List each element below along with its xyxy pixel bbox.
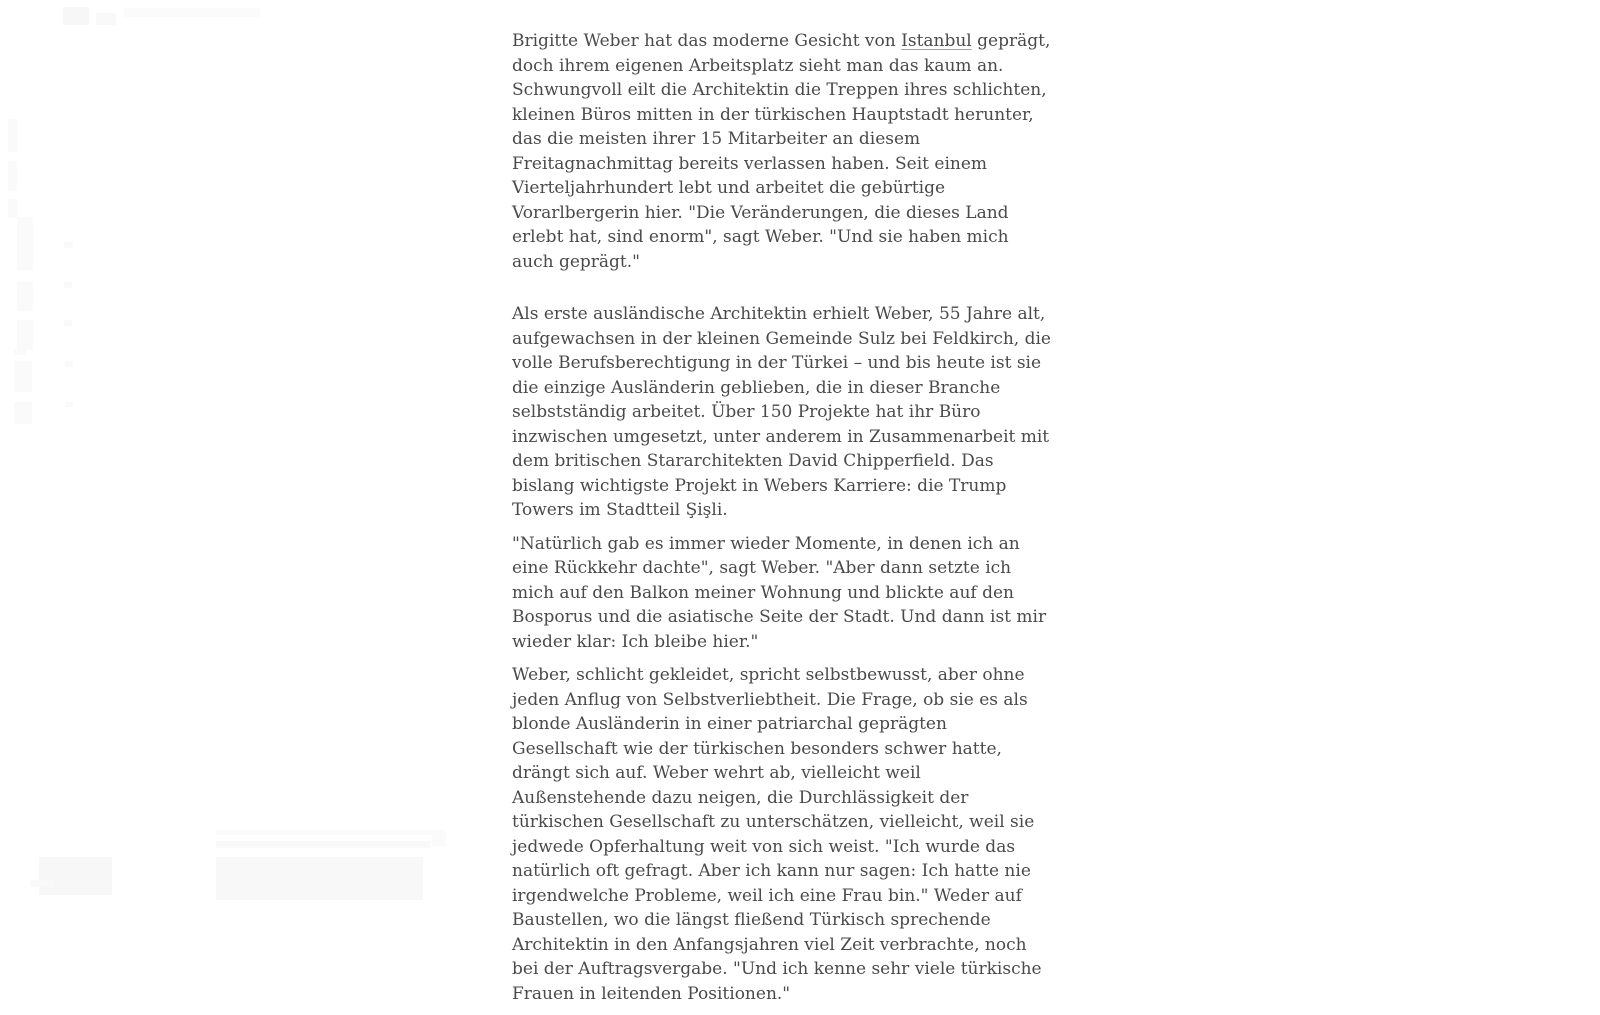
faded-artifact	[17, 320, 33, 350]
faded-artifact	[17, 282, 33, 311]
article-body	[512, 29, 1053, 1015]
faded-artifact	[216, 841, 430, 848]
paragraph: Weber, schlicht gekleidet, spricht selbstbewusst, aber ohne jeden Anflug von Selbstverliebtheit. Die Frage, ob sie es als blonde Ausländerin in einer patriarchal geprägten Gesellschaft wie der türkischen besonders schwer hatte, drängt sich auf. Weber wehrt ab, vielleicht weil Außenstehende dazu neigen, die Durchlässigkeit der türkischen Gesellschaft zu unterschätzen, vielleicht, weil sie jedwede Opferhaltung weit von sich weist. "Ich wurde das natürlich oft gefragt. Aber ich kann nur sagen: Ich hatte nie irgendwelche Probleme, weil ich eine Frau bin." Weder auf Baustellen, wo die längst fließend Türkisch sprechende Architektin in den Anfangsjahren viel Zeit verbrachte, noch bei der Auftragsvergabe. "Und ich kenne sehr viele türkische Frauen in leitenden Positionen."	[512, 665, 1042, 1004]
faded-artifact	[64, 320, 72, 326]
faded-artifact	[216, 857, 423, 900]
faded-artifact	[65, 361, 73, 367]
faded-artifact	[14, 350, 26, 355]
faded-artifact	[8, 199, 17, 218]
faded-artifact	[14, 361, 32, 392]
faded-artifact	[14, 402, 32, 424]
faded-artifact	[64, 242, 73, 248]
paragraph	[512, 29, 1053, 274]
faded-artifact	[65, 402, 73, 407]
faded-artifact	[8, 161, 17, 191]
paragraph-text: geprägt, doch ihrem eigenen Arbeitsplatz sieht man das kaum an. Schwungvoll eilt die Architektin die Treppen ihres schlichten, kleinen Büros mitten in der türkischen Hauptstadt herunter, das die meisten ihrer 15 Mitarbeiter an diesem Freitagnachmittag bereits verlassen haben. Seit einem Vierteljahrhundert lebt und arbeitet die gebürtige Vorarlbergerin hier. "Die Veränderungen, die dieses Land erlebt hat, sind enorm", sagt Weber. "Und sie haben mich auch geprägt."	[512, 31, 1051, 272]
faded-artifact	[8, 119, 17, 152]
paragraph: Als erste ausländische Architektin erhielt Weber, 55 Jahre alt, aufgewachsen in der kleinen Gemeinde Sulz bei Feldkirch, die volle Berufsberechtigung in der Türkei – und bis heute ist sie die einzige Ausländerin geblieben, die in dieser Branche selbstständig arbeitet. Über 150 Projekte hat ihr Büro inzwischen umgesetzt, unter anderem in Zusammenarbeit mit dem britischen Stararchitekten David Chipperfield. Das bislang wichtigste Projekt in Webers Karriere: die Trump Towers im Stadtteil Şişli.	[512, 304, 1051, 520]
faded-artifact	[39, 857, 112, 895]
faded-artifact	[216, 830, 444, 835]
faded-artifact	[96, 13, 116, 25]
faded-artifact	[432, 832, 446, 846]
faded-artifact	[30, 880, 53, 887]
faded-artifact	[17, 217, 33, 270]
paragraph: "Natürlich gab es immer wieder Momente, in denen ich an eine Rückkehr dachte", sagt Weber. "Aber dann setzte ich mich auf den Balkon meiner Wohnung und blickte auf den Bosporus und die asiatische Seite der Stadt. Und dann ist mir wieder klar: Ich bleibe hier."	[512, 533, 1047, 652]
paragraph-text: Brigitte Weber hat das moderne Gesicht von	[512, 31, 902, 51]
faded-artifact	[124, 8, 260, 17]
faded-artifact	[63, 7, 89, 25]
istanbul-link[interactable]: Istanbul	[901, 31, 972, 51]
faded-artifact	[64, 282, 72, 288]
